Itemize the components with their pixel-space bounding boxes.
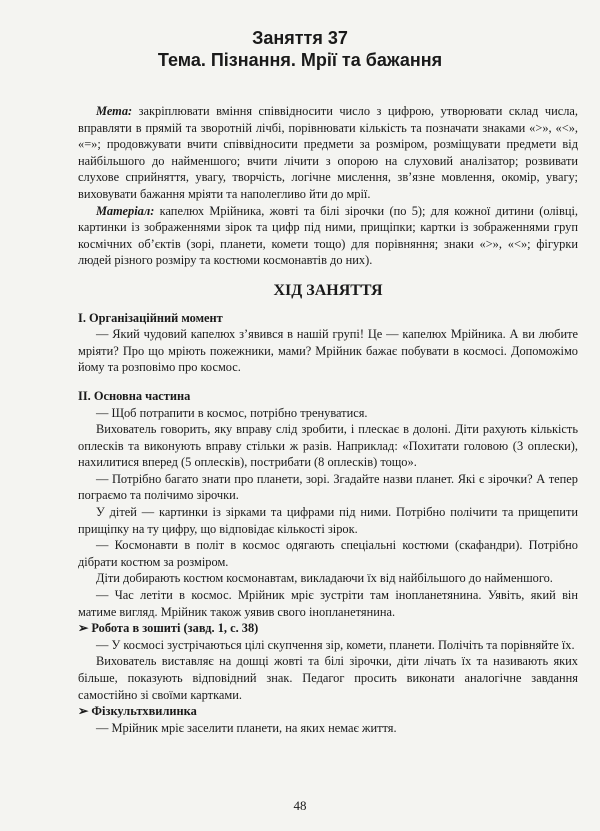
- arrow-right-icon: ➢: [78, 704, 89, 719]
- goal-text: закріплювати вміння співвідносити число з цифрою, утворювати склад числа, вправляти в прямій та зворотній лічбі, порівнювати кількість та позначати знаками «>», «<», «=»; продовжувати вчити співвідносити предмети за розміром, розміщувати предмети від найбільшого до найменшого; вчити лічити з опорою на слуховий аналізатор; розвивати слухове сприйняття, увагу, творчість, логічне мислення, зв’язне мовлення, окомір, увагу; виховувати бажання мріяти та наполегливо йти до мрії.: [78, 104, 578, 201]
- material-paragraph: [78, 203, 578, 269]
- exercise-paragraph: — Мрійник мріє заселити планети, на яких немає життя.: [96, 720, 397, 735]
- workbook-title: Робота в зошиті (завд. 1, с. 38): [91, 621, 259, 636]
- workbook-paragraph: — У космосі зустрічаються цілі скупчення зір, комети, планети. Полічіть та порівняйте їх.: [96, 637, 575, 652]
- section1-paragraph: — Який чудовий капелюх з’явився в нашій групі! Це — капелюх Мрійника. А ви любите мріяти? Про що мріють пожежники, мами? Мрійник бажає побувати в космосі. Допоможімо йому та розповімо про космос.: [78, 327, 578, 375]
- section1-title: I. Організаційний момент: [78, 310, 223, 325]
- section2-paragraph: — Час летіти в космос. Мрійник мріє зустріти там інопланетянина. Уявіть, який він матиме вигляд. Мрійник також уявив свого інопланетянина.: [78, 588, 578, 619]
- course-title: ХІД ЗАНЯТТЯ: [273, 281, 383, 299]
- material-text: капелюх Мрійника, жовті та білі зірочки (по 5); для кожної дитини (олівці, картинки із зображеннями зірок та цифр під ними, прищіпки; картки із зображеннями груп космічних об’єктів (зорі, планети, комети тощо) для порівняння; знаки «>», «<»; фігурки людей різного розміру та костюми космонавтів до них).: [78, 203, 578, 268]
- exercise-heading: [78, 703, 578, 720]
- lesson-number: Заняття 37: [252, 28, 348, 48]
- section2-paragraph: Вихователь говорить, яку вправу слід зробити, і плескає в долоні. Діти рахують кількість оплесків та виконують вправу стільки ж разів. Наприклад: «Похитати головою (3 оплески), нахилитися вперед (5 оплесків), пострибати (8 оплесків) тощо».: [78, 422, 578, 470]
- lesson-topic: Тема. Пізнання. Мрії та бажання: [157, 50, 443, 70]
- workbook-paragraph: Вихователь виставляє на дошці жовті та білі зірочки, діти лічать їх та називають яких більше, показують відповідний знак. Педагог просить виконати аналогічне завдання самостійно зі своїми картками.: [78, 654, 578, 702]
- goal-paragraph: [78, 103, 578, 203]
- workbook-heading: [78, 620, 578, 637]
- section2-title: II. Основна частина: [78, 388, 191, 403]
- section2-paragraph: Діти добирають костюм космонавтам, викладаючи їх від найбільшого до найменшого.: [96, 571, 553, 586]
- arrow-right-icon: ➢: [78, 621, 89, 636]
- section2-paragraph: У дітей — картинки із зірками та цифрами під ними. Потрібно полічити та прищепити прищіпку на ту цифру, що відповідає кількості зірок.: [78, 505, 578, 536]
- page-number: 48: [293, 798, 307, 813]
- goal-label: Мета:: [96, 104, 133, 118]
- section2-paragraph: — Потрібно багато знати про планети, зорі. Згадайте назви планет. Які є зірочки? А тепер пограємо та полічимо зірочки.: [78, 471, 578, 503]
- material-label: Матеріал:: [96, 203, 155, 218]
- section2-paragraph: — Космонавти в політ в космос одягають спеціальні костюми (скафандри). Потрібно дібрати костюм за розміром.: [78, 538, 578, 569]
- exercise-title: Фізкультхвилинка: [91, 704, 197, 719]
- section2-paragraph: — Щоб потрапити в космос, потрібно тренуватися.: [96, 405, 368, 420]
- page-body: [78, 103, 578, 736]
